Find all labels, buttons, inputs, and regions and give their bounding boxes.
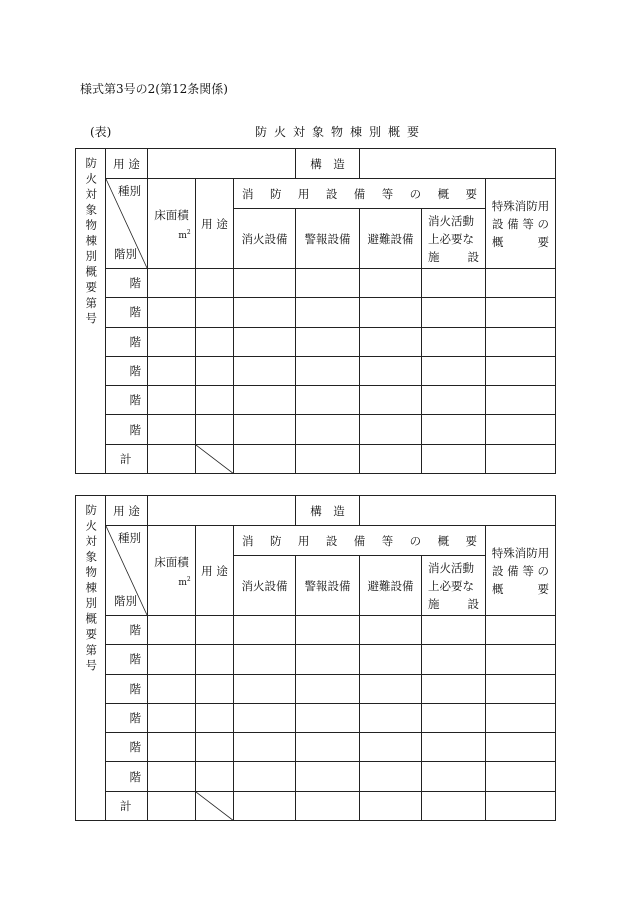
kind-label: 種別 bbox=[118, 531, 141, 545]
kind-floor-header bbox=[106, 526, 148, 616]
floor-row bbox=[76, 269, 556, 298]
kind-floor-header bbox=[106, 179, 148, 269]
total-row bbox=[76, 791, 556, 820]
usage-label: 用 途 bbox=[106, 149, 148, 179]
sheet-title: 防火対象物棟別概要 bbox=[255, 125, 427, 139]
floor-number-cell[interactable] bbox=[106, 415, 148, 444]
floor-number-cell[interactable] bbox=[106, 616, 148, 645]
floor-number-cell[interactable] bbox=[106, 733, 148, 762]
table-cell[interactable] bbox=[422, 616, 486, 645]
table-cell[interactable] bbox=[422, 762, 486, 791]
side-title: 防火対象物棟別概要 bbox=[84, 157, 99, 297]
table-cell[interactable] bbox=[360, 444, 422, 473]
total-floor-area[interactable] bbox=[148, 791, 196, 820]
table-cell[interactable] bbox=[296, 298, 360, 327]
table-cell[interactable] bbox=[422, 645, 486, 674]
total-label: 計 bbox=[106, 791, 148, 820]
floor-suffix: 階 bbox=[129, 681, 141, 696]
table-cell[interactable] bbox=[196, 298, 234, 327]
equipment-overview-header: 消 防 用 設 備 等 の 概 要 bbox=[234, 526, 486, 556]
table-cell[interactable] bbox=[360, 703, 422, 732]
side-label bbox=[76, 149, 106, 474]
firefighting-facility-header: 消火活動 上必要な 施 設 bbox=[422, 556, 486, 616]
table-cell[interactable] bbox=[360, 415, 422, 444]
table-cell[interactable] bbox=[486, 791, 556, 820]
unit-m2: $m^2$ bbox=[178, 228, 191, 241]
floor-row bbox=[76, 327, 556, 356]
table-cell[interactable] bbox=[234, 327, 296, 356]
usage-value[interactable] bbox=[148, 149, 296, 179]
table-cell[interactable] bbox=[360, 645, 422, 674]
floor-suffix: 階 bbox=[129, 623, 141, 638]
floor-suffix: 階 bbox=[129, 652, 141, 667]
floor-row bbox=[76, 386, 556, 415]
table-cell[interactable] bbox=[296, 674, 360, 703]
table-cell[interactable] bbox=[148, 645, 196, 674]
table-cell[interactable] bbox=[422, 791, 486, 820]
total-label: 計 bbox=[106, 444, 148, 473]
table-cell[interactable] bbox=[360, 616, 422, 645]
special-equipment-header: 特殊消防用 設 備 等 の 概 要 bbox=[486, 179, 556, 269]
table-cell[interactable] bbox=[234, 762, 296, 791]
table-cell[interactable] bbox=[486, 415, 556, 444]
table-cell[interactable] bbox=[486, 645, 556, 674]
floor-number-cell[interactable] bbox=[106, 386, 148, 415]
floor-area-label: 床面積 bbox=[154, 207, 189, 222]
table-cell[interactable] bbox=[422, 415, 486, 444]
kind-label: 種別 bbox=[118, 184, 141, 198]
table-cell[interactable] bbox=[296, 327, 360, 356]
table-cell[interactable] bbox=[296, 356, 360, 385]
table-cell[interactable] bbox=[196, 356, 234, 385]
table-cell[interactable] bbox=[196, 703, 234, 732]
floor-row bbox=[76, 616, 556, 645]
side-number-prefix: 第 bbox=[84, 296, 99, 312]
table-cell[interactable] bbox=[486, 674, 556, 703]
table-cell[interactable] bbox=[296, 386, 360, 415]
table-cell[interactable] bbox=[486, 327, 556, 356]
table-cell[interactable] bbox=[148, 386, 196, 415]
structure-label: 構 造 bbox=[296, 496, 360, 526]
floor-row bbox=[76, 645, 556, 674]
table-cell[interactable] bbox=[422, 298, 486, 327]
form-title: 様式第3号の2(第12条関係) bbox=[80, 82, 228, 96]
table-cell[interactable] bbox=[234, 616, 296, 645]
floor-suffix: 階 bbox=[129, 422, 141, 437]
structure-value[interactable] bbox=[360, 496, 556, 526]
floor-row bbox=[76, 762, 556, 791]
table-cell[interactable] bbox=[148, 327, 196, 356]
table-cell[interactable] bbox=[196, 327, 234, 356]
table-cell[interactable] bbox=[360, 269, 422, 298]
table-cell[interactable] bbox=[486, 733, 556, 762]
table-cell[interactable] bbox=[360, 762, 422, 791]
table-cell[interactable] bbox=[296, 444, 360, 473]
table-cell[interactable] bbox=[196, 733, 234, 762]
alarm-equipment-header: 警報設備 bbox=[296, 209, 360, 269]
table-cell[interactable] bbox=[196, 616, 234, 645]
building-overview-table-1 bbox=[75, 148, 556, 474]
table-cell[interactable] bbox=[422, 703, 486, 732]
table-cell[interactable] bbox=[486, 386, 556, 415]
side-label bbox=[76, 496, 106, 821]
floor-suffix: 階 bbox=[129, 364, 141, 379]
table-cell[interactable] bbox=[234, 298, 296, 327]
floor-area-header bbox=[148, 526, 196, 616]
table-cell[interactable] bbox=[148, 415, 196, 444]
table-cell[interactable] bbox=[196, 645, 234, 674]
floor-number-cell[interactable] bbox=[106, 645, 148, 674]
floor-suffix: 階 bbox=[129, 711, 141, 726]
table-cell[interactable] bbox=[422, 386, 486, 415]
evacuation-equipment-header: 避難設備 bbox=[360, 556, 422, 616]
structure-label: 構 造 bbox=[296, 149, 360, 179]
total-floor-area[interactable] bbox=[148, 444, 196, 473]
table-cell[interactable] bbox=[422, 356, 486, 385]
table-cell[interactable] bbox=[234, 703, 296, 732]
unit-m2: $m^2$ bbox=[178, 575, 191, 588]
table-cell[interactable] bbox=[486, 269, 556, 298]
table-cell[interactable] bbox=[422, 327, 486, 356]
table-cell[interactable] bbox=[148, 298, 196, 327]
table-cell[interactable] bbox=[486, 762, 556, 791]
floor-area-header bbox=[148, 179, 196, 269]
side-number-suffix: 号 bbox=[84, 312, 99, 328]
floor-number-cell[interactable] bbox=[106, 674, 148, 703]
table-cell[interactable] bbox=[360, 298, 422, 327]
evacuation-equipment-header: 避難設備 bbox=[360, 209, 422, 269]
floor-label: 階別 bbox=[114, 247, 137, 261]
table-cell[interactable] bbox=[296, 269, 360, 298]
floor-suffix: 階 bbox=[129, 740, 141, 755]
floor-suffix: 階 bbox=[129, 769, 141, 784]
table-cell[interactable] bbox=[196, 269, 234, 298]
usage-value[interactable] bbox=[148, 496, 296, 526]
table-cell[interactable] bbox=[486, 444, 556, 473]
usage-header: 用 途 bbox=[196, 179, 234, 269]
floor-number-cell[interactable] bbox=[106, 269, 148, 298]
table-cell[interactable] bbox=[360, 327, 422, 356]
table-cell[interactable] bbox=[486, 298, 556, 327]
table-cell[interactable] bbox=[486, 356, 556, 385]
firefighting-facility-header: 消火活動 上必要な 施 設 bbox=[422, 209, 486, 269]
table-cell[interactable] bbox=[234, 415, 296, 444]
front-label: (表) bbox=[90, 125, 112, 139]
table-cell[interactable] bbox=[296, 762, 360, 791]
table-cell[interactable] bbox=[360, 791, 422, 820]
alarm-equipment-header: 警報設備 bbox=[296, 556, 360, 616]
floor-number-cell[interactable] bbox=[106, 298, 148, 327]
floor-row bbox=[76, 703, 556, 732]
table-cell[interactable] bbox=[234, 386, 296, 415]
total-row bbox=[76, 444, 556, 473]
usage-header: 用 途 bbox=[196, 526, 234, 616]
side-number-suffix: 号 bbox=[84, 659, 99, 675]
building-overview-table-2 bbox=[75, 495, 556, 821]
floor-number-cell[interactable] bbox=[106, 327, 148, 356]
table-cell[interactable] bbox=[196, 762, 234, 791]
floor-suffix: 階 bbox=[129, 305, 141, 320]
table-cell[interactable] bbox=[234, 444, 296, 473]
table-cell[interactable] bbox=[422, 674, 486, 703]
floor-suffix: 階 bbox=[129, 393, 141, 408]
table-cell[interactable] bbox=[148, 356, 196, 385]
table-cell[interactable] bbox=[360, 733, 422, 762]
floor-row bbox=[76, 298, 556, 327]
table-cell[interactable] bbox=[196, 674, 234, 703]
table-cell[interactable] bbox=[234, 645, 296, 674]
floor-label: 階別 bbox=[114, 594, 137, 608]
table-cell[interactable] bbox=[486, 616, 556, 645]
total-usage-blank bbox=[196, 791, 234, 820]
side-title: 防火対象物棟別概要 bbox=[84, 504, 99, 644]
usage-label: 用 途 bbox=[106, 496, 148, 526]
floor-number-cell[interactable] bbox=[106, 703, 148, 732]
floor-suffix: 階 bbox=[129, 276, 141, 291]
table-cell[interactable] bbox=[148, 616, 196, 645]
table-cell[interactable] bbox=[296, 645, 360, 674]
floor-row bbox=[76, 733, 556, 762]
fire-extinguishing-header: 消火設備 bbox=[234, 556, 296, 616]
table-cell[interactable] bbox=[296, 733, 360, 762]
table-cell[interactable] bbox=[148, 733, 196, 762]
table-cell[interactable] bbox=[360, 674, 422, 703]
table-cell[interactable] bbox=[422, 733, 486, 762]
floor-row bbox=[76, 356, 556, 385]
table-cell[interactable] bbox=[234, 269, 296, 298]
structure-value[interactable] bbox=[360, 149, 556, 179]
table-cell[interactable] bbox=[148, 269, 196, 298]
table-cell[interactable] bbox=[296, 791, 360, 820]
table-cell[interactable] bbox=[296, 415, 360, 444]
table-cell[interactable] bbox=[196, 415, 234, 444]
floor-row bbox=[76, 674, 556, 703]
table-cell[interactable] bbox=[360, 356, 422, 385]
table-cell[interactable] bbox=[234, 356, 296, 385]
equipment-overview-header: 消 防 用 設 備 等 の 概 要 bbox=[234, 179, 486, 209]
fire-extinguishing-header: 消火設備 bbox=[234, 209, 296, 269]
floor-area-label: 床面積 bbox=[154, 554, 189, 569]
floor-suffix: 階 bbox=[129, 334, 141, 349]
table-cell[interactable] bbox=[422, 444, 486, 473]
table-cell[interactable] bbox=[148, 674, 196, 703]
table-cell[interactable] bbox=[296, 616, 360, 645]
side-number-prefix: 第 bbox=[84, 643, 99, 659]
floor-number-cell[interactable] bbox=[106, 762, 148, 791]
table-cell[interactable] bbox=[296, 703, 360, 732]
table-cell[interactable] bbox=[196, 386, 234, 415]
total-usage-blank bbox=[196, 444, 234, 473]
table-cell[interactable] bbox=[422, 269, 486, 298]
table-cell[interactable] bbox=[360, 386, 422, 415]
table-cell[interactable] bbox=[234, 791, 296, 820]
table-cell[interactable] bbox=[486, 703, 556, 732]
floor-number-cell[interactable] bbox=[106, 356, 148, 385]
table-cell[interactable] bbox=[148, 703, 196, 732]
table-cell[interactable] bbox=[234, 733, 296, 762]
table-cell[interactable] bbox=[234, 674, 296, 703]
floor-row bbox=[76, 415, 556, 444]
special-equipment-header: 特殊消防用 設 備 等 の 概 要 bbox=[486, 526, 556, 616]
table-cell[interactable] bbox=[148, 762, 196, 791]
